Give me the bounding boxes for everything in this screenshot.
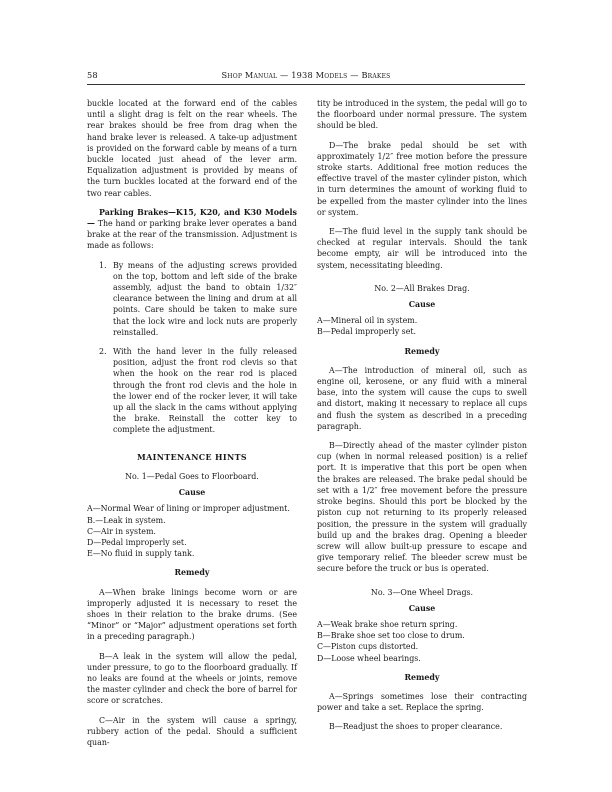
right-column	[317, 98, 527, 733]
running-title: Shop Manual — 1938 Models — Brakes	[221, 70, 391, 80]
cause-list	[317, 315, 527, 337]
run-in-heading: Parking Brakes—K15, K20, and K30 Models—	[87, 207, 297, 229]
paragraph: B—A leak in the system will allow the pedal, under pressure, to go to the floorboard gradually. If no leaks are found at the wheels or joints, remove the master cylinder and check the bore of barrel for score or scratches.	[87, 651, 297, 706]
page-number: 58	[87, 70, 98, 80]
paragraph-text: The hand or parking brake lever operates a band brake at the rear of the transmission. Adjustment is made as follows:	[87, 219, 297, 251]
list-item: D—Pedal improperly set.	[87, 537, 187, 547]
cause-list	[87, 503, 297, 559]
list-item: B.—Leak in system.	[87, 515, 166, 525]
list-item: A—Normal Wear of lining or improper adjustment.	[87, 504, 290, 514]
parking-brakes-paragraph	[87, 207, 297, 252]
list-item: A—Weak brake shoe return spring.	[317, 619, 458, 629]
list-item: E—No fluid in supply tank.	[87, 549, 195, 559]
maintenance-heading: MAINTENANCE HINTS	[137, 452, 247, 462]
list-item: C—Piston cups distorted.	[317, 642, 419, 652]
problem-title: No. 1—Pedal Goes to Floorboard.	[125, 471, 259, 481]
paragraph: B—Directly ahead of the master cylinder piston cup (when in normal released position) is a relief port. It is imperative that this port be open when the brakes are released. The brake pedal should be set with a 1/2″ free movement before the pressure stroke begins. Should this port be blocked by the piston cup not returning to its properly released position, the pressure in the system will gradually build up and the brakes drag. Opening a bleeder screw will allow built-up pressure to escape and give temporary relief. The bleeder screw must be secure before the truck or bus is operated.	[317, 441, 527, 574]
paragraph: A—When brake linings become worn or are improperly adjusted it is necessary to reset the shoes in their relation to the brake drums. (See “Minor” or “Major” adjustment operations set forth in a preceding paragraph.)	[87, 587, 297, 642]
paragraph: E—The fluid level in the supply tank should be checked at regular intervals. Should the tank become empty, air will be introduced into the system, necessitating bleeding.	[317, 227, 527, 270]
paragraph: tity be introduced in the system, the pedal will go to the floorboard under normal pressure. The system should be bled.	[317, 99, 527, 131]
list-number: 1.	[99, 260, 107, 270]
paragraph: B—Readjust the shoes to proper clearance.	[329, 722, 503, 732]
list-item: B—Brake shoe set too close to drum.	[317, 631, 465, 641]
list-item: A—Mineral oil in system.	[317, 316, 418, 326]
paragraph: D—The brake pedal should be set with approximately 1/2″ free motion before the pressure stroke starts. Additional free motion reduces the effective travel of the master cylinder piston, which in turn determines the amount of working fluid to be expelled from the master cylinder into the lines or system.	[317, 140, 527, 217]
list-item: C—Air in system.	[87, 526, 156, 536]
cause-list	[317, 619, 527, 664]
paragraph: A—Springs sometimes lose their contracting power and take a set. Replace the spring.	[317, 691, 527, 713]
paragraph: buckle located at the forward end of the cables until a slight drag is felt on the rear wheels. The rear brakes should be free from drag when the hand brake lever is released. A take-up adjustment is provided on the forward cable by means of a turn buckle located just ahead of the lever arm. Equalization adjustment is provided by means of the turn buckles located at the forward end of the two rear cables.	[87, 99, 297, 198]
list-item: D—Loose wheel bearings.	[317, 653, 421, 663]
paragraph: C—Air in the system will cause a springy, rubbery action of the pedal. Should a sufficient quan-	[87, 715, 297, 747]
problem-title: No. 2—All Brakes Drag.	[374, 283, 470, 293]
cause-heading: Cause	[178, 488, 206, 498]
cause-heading: Cause	[408, 300, 436, 310]
running-header	[87, 68, 525, 85]
list-item	[99, 346, 297, 436]
problem-title: No. 3—One Wheel Drags.	[370, 587, 474, 597]
list-number: 2.	[99, 347, 107, 357]
list-item: B—Pedal improperly set.	[317, 327, 417, 337]
left-column	[87, 98, 297, 748]
adjustment-steps	[87, 260, 297, 436]
list-text: By means of the adjusting screws provided on the top, bottom and left side of the brake assembly, adjust the band to obtain 1/32″ clearance between the lining and drum at all points. Care should be taken to make sure that the lock wire and lock nuts are properly reinstalled.	[113, 260, 297, 337]
list-item	[99, 260, 297, 338]
cause-heading: Cause	[408, 603, 436, 613]
remedy-heading: Remedy	[404, 346, 440, 356]
remedy-heading: Remedy	[174, 568, 210, 578]
paragraph: A—The introduction of mineral oil, such as engine oil, kerosene, or any fluid with a mineral base, into the system will cause the cups to swell and distort, making it necessary to replace all cups and flush the system as described in a preceding paragraph.	[317, 365, 527, 431]
list-text: With the hand lever in the fully released position, adjust the front rod clevis so that when the hook on the rear rod is placed through the front rod clevis and the hole in the lower end of the rocker lever, it will take up all the slack in the cams without applying the brake. Reinstall the cotter key to complete the adjustment.	[113, 347, 297, 435]
remedy-heading: Remedy	[404, 672, 440, 682]
